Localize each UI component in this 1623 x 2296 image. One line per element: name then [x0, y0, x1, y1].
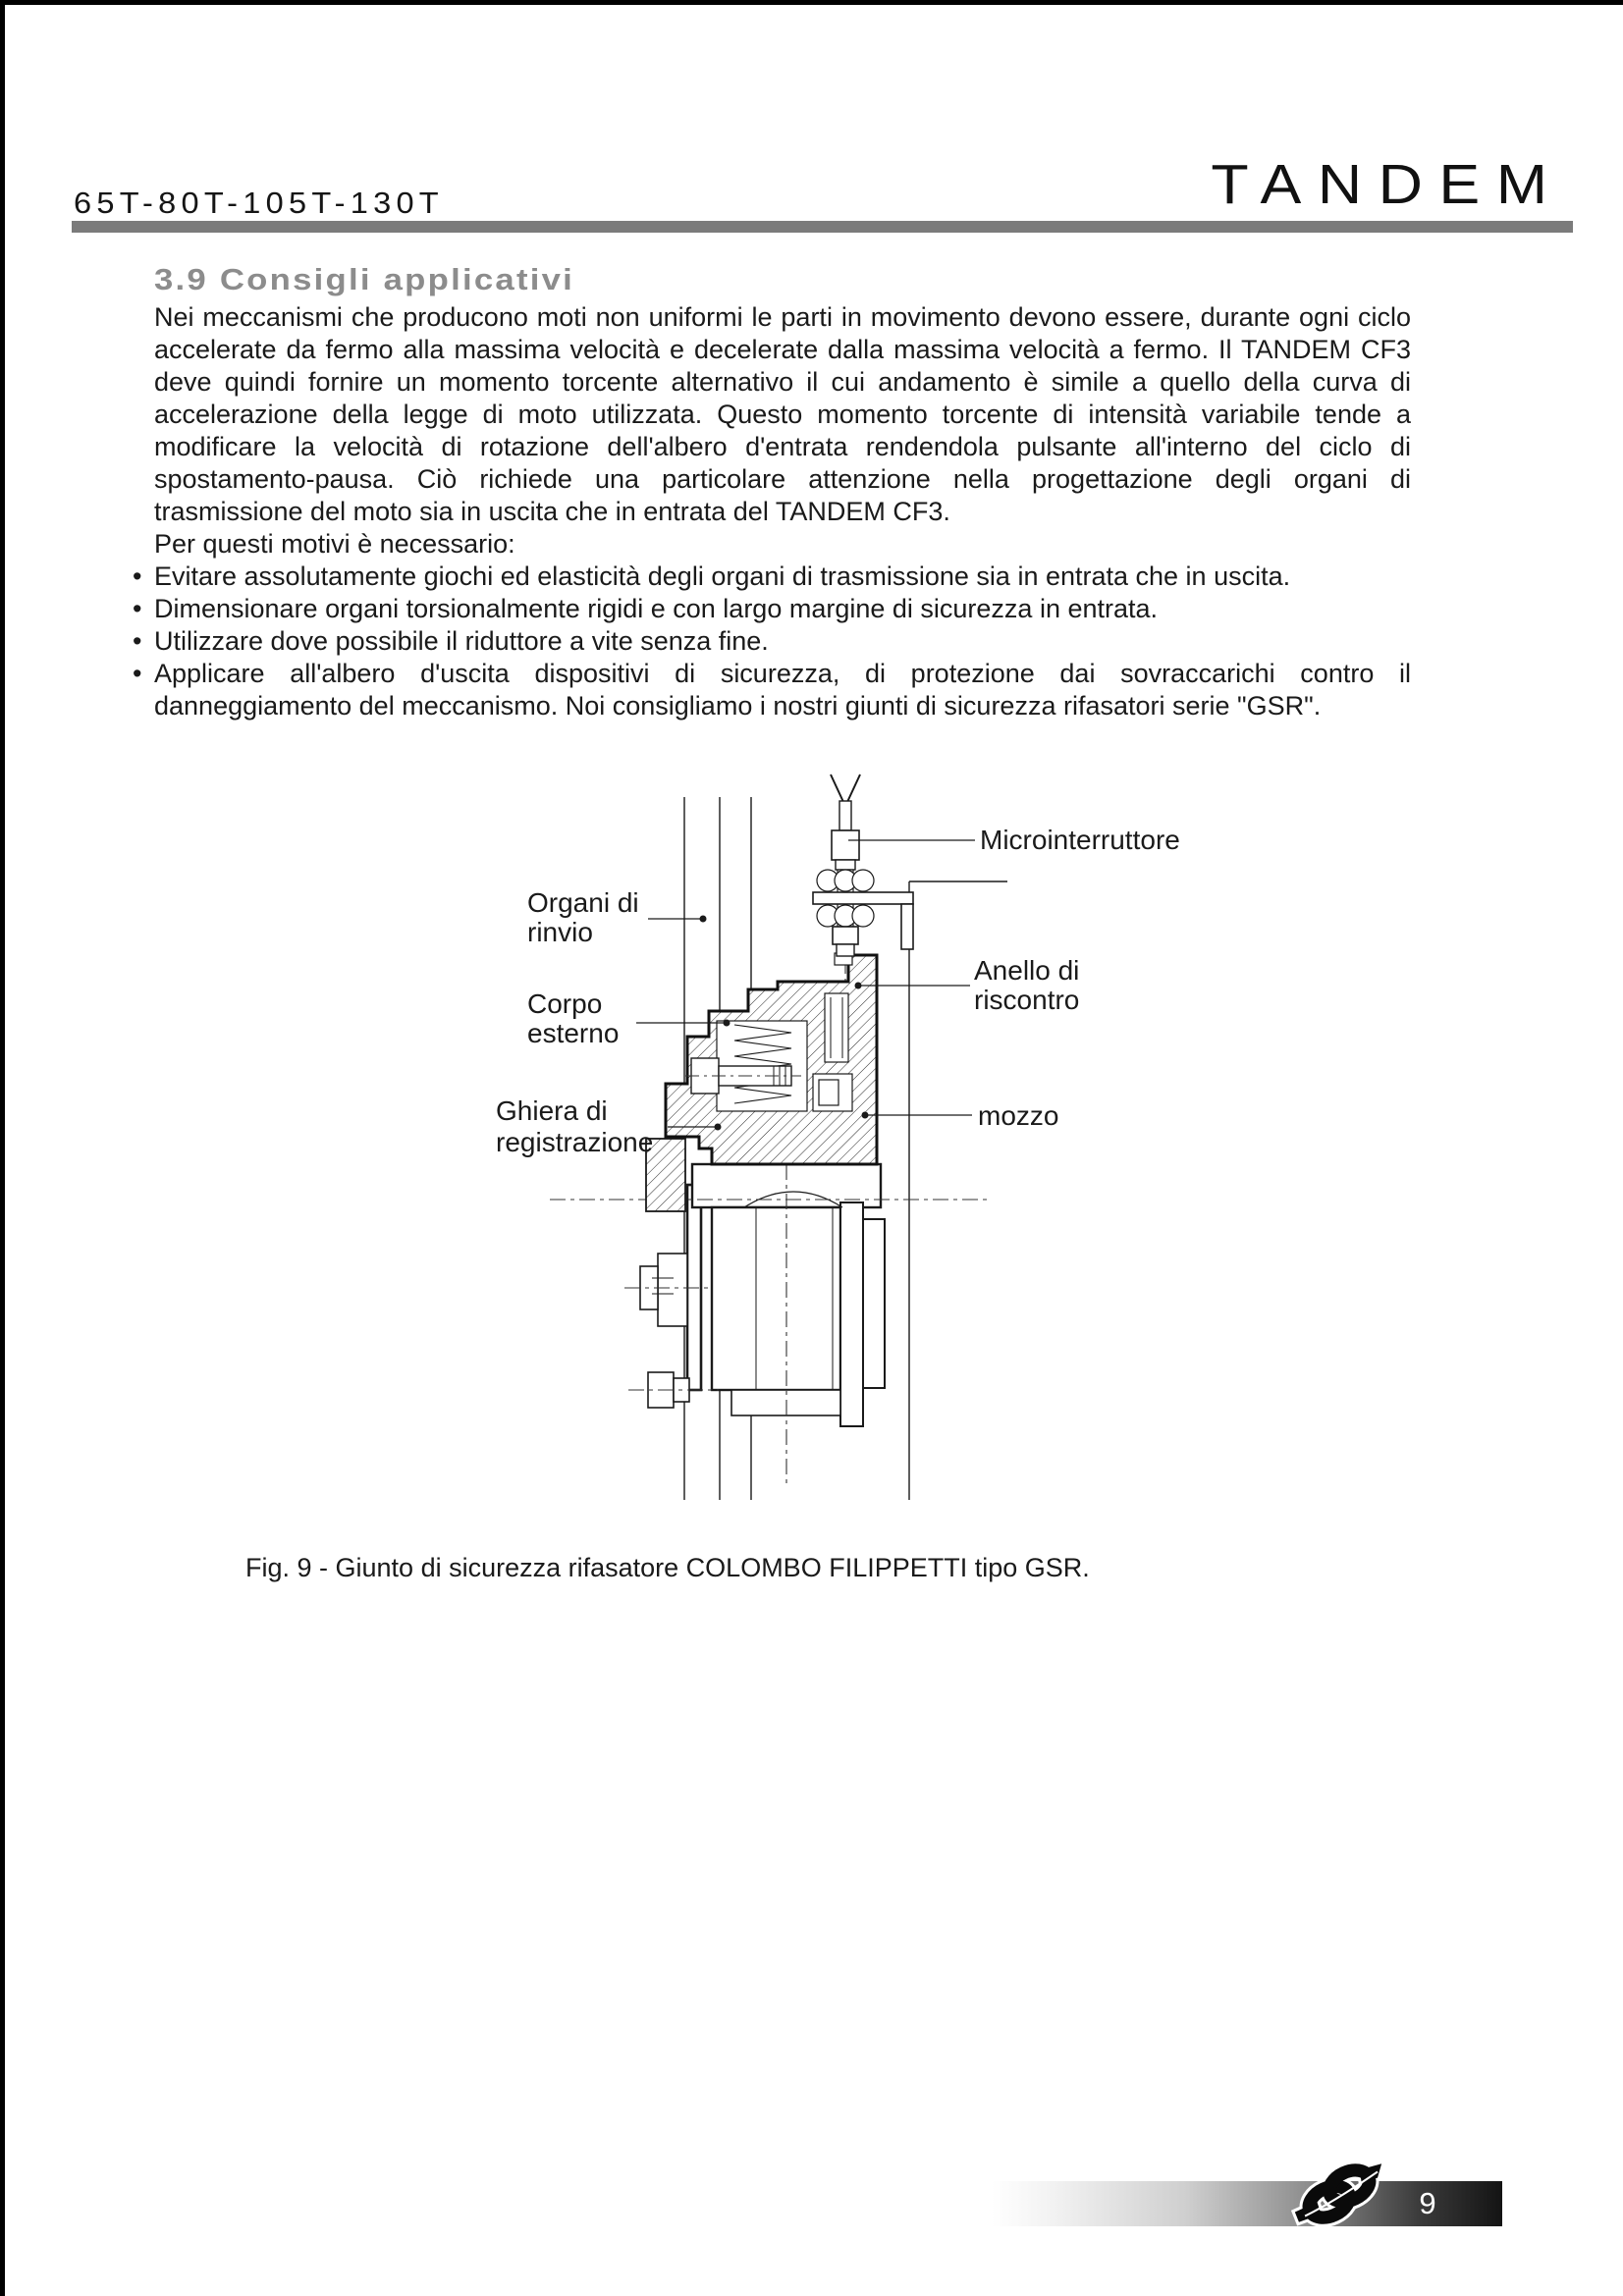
label-microswitch: Microinterruttore [980, 825, 1180, 855]
scan-edge-left [0, 0, 5, 2296]
bullet-text: Applicare all'albero d'uscita dispositivi di sicurezza, di protezione dai sovraccarichi contro il danneggiamento del meccanismo. Noi consigliamo i nostri giunti di sicurezza rifasatori serie "GSR". [154, 659, 1411, 721]
body-paragraph: Nei meccanismi che producono moti non uniformi le parti in movimento devono essere, durante ogni ciclo accelerate da fermo alla massima velocità e decelerate dalla massima velocità a fermo. Il TANDEM CF3 deve quindi fornire un momento torcente alternativo il cui andamento è simile a quello della curva di accelerazione della legge di moto utilizzata. Questo momento torcente di intensità variabile tende a modificare la velocità di rotazione dell'albero d'entrata rendendola pulsante all'interno del ciclo di spostamento-pausa. Ciò richiede una particolare attenzione nella progettazione degli organi di trasmissione del moto sia in uscita che in entrata del TANDEM CF3. [154, 302, 1411, 526]
label-return-members-1: Organi di [527, 887, 639, 918]
bullet-marker: • [133, 594, 142, 623]
header-brand-logo: TANDEM [1210, 153, 1563, 216]
microswitch-symbol [813, 774, 913, 956]
page-number: 9 [1419, 2186, 1436, 2220]
knot-logo [1288, 2156, 1390, 2232]
section-heading: 3.9 Consigli applicativi [154, 262, 575, 296]
text-column [133, 262, 1411, 722]
header-rule [72, 221, 1573, 233]
bullet-text: Utilizzare dove possibile il riduttore a vite senza fine. [154, 626, 769, 656]
label-outer-body-2: esterno [527, 1018, 620, 1048]
label-outer-body-1: Corpo [527, 988, 603, 1019]
bullet-item [133, 625, 1411, 658]
bullet-text: Dimensionare organi torsionalmente rigidi e con largo margine di sicurezza in entrata. [154, 594, 1159, 623]
header-model-codes: 65T-80T-105T-130T [74, 186, 444, 220]
label-adjusting-ring-1: Ghiera di [496, 1095, 608, 1126]
technical-drawing [481, 756, 1227, 1551]
label-reference-ring-1: Anello di [974, 955, 1080, 986]
label-adjusting-ring-2: registrazione [496, 1127, 654, 1157]
bullet-marker: • [133, 626, 142, 656]
bullet-text: Evitare assolutamente giochi ed elasticità degli organi di trasmissione sia in entrata che in uscita. [154, 561, 1291, 591]
bullet-marker: • [133, 561, 142, 591]
lead-in-line: Per questi motivi è necessario: [154, 529, 515, 559]
figure-caption: Fig. 9 - Giunto di sicurezza rifasatore COLOMBO FILIPPETTI tipo GSR. [245, 1553, 1090, 1582]
label-return-members-2: rinvio [527, 917, 593, 947]
bullet-item [133, 593, 1411, 625]
label-reference-ring-2: riscontro [974, 985, 1080, 1015]
bullet-marker: • [133, 659, 142, 688]
bullet-item [133, 561, 1411, 593]
bullet-item [133, 658, 1411, 722]
label-hub: mozzo [978, 1100, 1059, 1131]
scan-edge-top [0, 0, 1623, 5]
